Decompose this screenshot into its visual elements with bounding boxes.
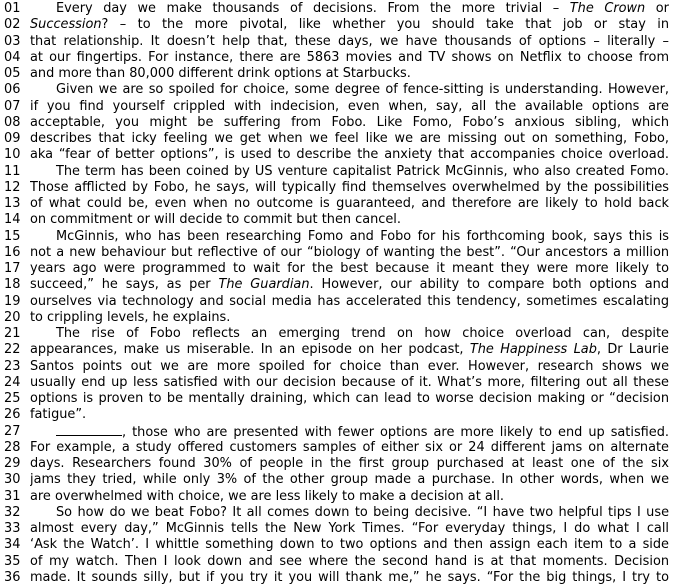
line-text — [30, 229, 669, 245]
text-line — [0, 375, 676, 391]
text-line — [0, 17, 676, 33]
text-line — [0, 521, 676, 537]
line-number: 21 — [4, 326, 21, 341]
italic-title: Succession — [30, 17, 102, 33]
text-line — [0, 570, 676, 586]
text-run: days. Researchers found 30% of people in the first group purchased at least one of the six — [30, 456, 669, 471]
line-text — [30, 82, 669, 98]
text-line — [0, 440, 676, 456]
line-text — [30, 391, 669, 407]
text-run: Given we are so spoiled for choice, some degree of fence-sitting is understanding. However, — [56, 82, 669, 98]
text-line — [0, 196, 676, 212]
text-run: ‘Ask the Watch’. I whittle something down to two options and then assign each item to a side — [30, 537, 669, 553]
text-line — [0, 456, 676, 472]
text-run: that relationship. It doesn’t help that, these days, we have thousands of options – literally – — [30, 33, 669, 49]
text-line — [0, 115, 676, 131]
text-run: So how do we beat Fobo? It all comes down to being decisive. “I have two helpful tips I use — [56, 504, 669, 520]
line-text — [30, 115, 669, 131]
line-text — [30, 472, 669, 488]
line-text — [30, 66, 669, 82]
text-run: usually end up less satisfied with our decision because of it. What’s more, filtering out all these — [30, 374, 669, 390]
fill-in-blank[interactable] — [56, 424, 122, 436]
text-line — [0, 277, 676, 293]
line-number: 07 — [4, 98, 21, 114]
text-run: McGinnis, who has been researching Fomo and Fobo for his forthcoming book, says this is — [56, 228, 669, 244]
text-line — [0, 505, 676, 521]
text-run: Every day we make thousands of decisions. From the more trivial – — [56, 1, 570, 16]
text-line — [0, 147, 676, 163]
line-text — [30, 180, 669, 196]
line-number: 25 — [4, 391, 21, 406]
text-run: made. It sounds silly, but if you try it you will thank me,” he says. “For the big things, I try to — [30, 569, 669, 585]
line-number: 28 — [4, 439, 21, 455]
text-run: aka “fear of better options”, is used to describe the anxiety that accompanies choice overload. — [30, 147, 669, 163]
line-text — [30, 440, 669, 456]
text-line — [0, 326, 676, 342]
line-text — [30, 34, 669, 50]
line-text — [30, 521, 669, 537]
text-run: ? – to the more pivotal, like whether you should take that job or stay in — [101, 17, 669, 33]
line-number: 08 — [4, 114, 21, 130]
text-line — [0, 489, 676, 505]
text-line — [0, 82, 676, 98]
text-run: or — [645, 1, 669, 16]
line-number: 19 — [4, 293, 21, 309]
text-run: appearances, make us miserable. In an episode on her podcast, — [30, 342, 470, 358]
text-line — [0, 554, 676, 570]
text-run: and more than 80,000 different drink options at Starbucks. — [30, 66, 411, 81]
line-number: 02 — [4, 17, 21, 33]
text-run: to crippling levels, he explains. — [30, 309, 231, 325]
text-line — [0, 180, 676, 196]
line-text — [30, 17, 669, 33]
text-run: ourselves via technology and social media has accelerated this tendency, sometimes escalating — [30, 293, 669, 309]
italic-title: The Happiness Lab — [469, 342, 597, 358]
line-text — [30, 245, 669, 261]
line-number: 26 — [4, 407, 21, 423]
text-run: almost every day,” McGinnis tells the New York Times. “For everyday things, I do what I call — [30, 521, 669, 536]
line-number: 18 — [4, 277, 21, 293]
line-text — [30, 554, 669, 570]
line-text — [30, 375, 669, 391]
text-line — [0, 391, 676, 407]
text-run: Those afflicted by Fobo, he says, will typically find themselves overwhelmed by the possibilities — [30, 179, 669, 195]
line-text — [30, 294, 669, 310]
text-run: acceptable, you might be suffering from Fobo. Like Fomo, Fobo’s anxious sibling, which — [30, 114, 669, 130]
line-text — [30, 1, 669, 17]
text-line — [0, 99, 676, 115]
line-number: 20 — [4, 309, 21, 325]
text-line — [0, 34, 676, 50]
line-text — [30, 277, 669, 293]
text-line — [0, 66, 676, 82]
line-number: 27 — [4, 423, 21, 439]
line-text — [30, 424, 669, 440]
line-text — [30, 407, 669, 423]
text-line — [0, 472, 676, 488]
text-run: not a new behaviour but reflective of our “biology of wanting the best”. “Our ancestors a million — [30, 244, 669, 260]
text-run: at our fingertips. For instance, there are 5863 movies and TV shows on Netflix to choose from — [30, 49, 669, 65]
text-run: are overwhelmed with choice, we are less likely to make a decision at all. — [30, 488, 505, 504]
line-text — [30, 196, 669, 212]
text-run: jams they tried, while only 3% of the other group made a purchase. In other words, when we — [30, 472, 669, 488]
italic-title: The Guardian — [218, 277, 310, 293]
text-run: Santos points out we are more spoiled for choice than ever. However, research shows we — [30, 358, 669, 374]
line-text — [30, 99, 669, 115]
line-text — [30, 131, 669, 147]
text-run: options is proven to be mentally draining, which can lead to worse decision making or “decision — [30, 391, 669, 406]
text-run: The rise of Fobo reflects an emerging trend on how choice overload can, despite — [56, 326, 669, 341]
line-number: 35 — [4, 553, 21, 569]
line-number: 36 — [4, 569, 21, 585]
line-number: 09 — [4, 131, 21, 146]
text-line — [0, 229, 676, 245]
line-text — [30, 342, 669, 358]
text-run: , those who are presented with fewer options are more likely to end up satisfied. — [122, 424, 669, 440]
text-line — [0, 1, 676, 17]
text-line — [0, 424, 676, 440]
text-run: describes that icky feeling we get when we feel like we are missing out on something, Fobo, — [30, 131, 669, 146]
text-line — [0, 342, 676, 358]
line-text — [30, 310, 669, 326]
line-number: 04 — [4, 49, 21, 65]
line-number: 03 — [4, 33, 21, 49]
text-line — [0, 294, 676, 310]
line-text — [30, 537, 669, 553]
text-line — [0, 212, 676, 228]
text-line — [0, 310, 676, 326]
line-number: 15 — [4, 228, 21, 244]
text-line — [0, 164, 676, 180]
line-number: 24 — [4, 374, 21, 390]
italic-title: The Crown — [569, 1, 646, 16]
text-line — [0, 359, 676, 375]
line-number: 10 — [4, 147, 21, 163]
line-text — [30, 147, 669, 163]
line-number: 01 — [4, 1, 21, 16]
line-text — [30, 456, 669, 472]
line-text — [30, 261, 669, 277]
line-number: 29 — [4, 456, 21, 471]
line-number: 34 — [4, 537, 21, 553]
line-text — [30, 212, 669, 228]
line-number: 14 — [4, 212, 21, 228]
line-text — [30, 326, 669, 342]
text-line — [0, 261, 676, 277]
line-text — [30, 505, 669, 521]
line-text — [30, 570, 669, 586]
line-number: 17 — [4, 261, 21, 276]
text-run: if you find yourself crippled with indecision, even when, say, all the available options are — [30, 98, 669, 114]
line-number: 33 — [4, 521, 21, 536]
line-number: 30 — [4, 472, 21, 488]
line-number: 12 — [4, 179, 21, 195]
text-line — [0, 537, 676, 553]
text-run: on commitment or will decide to commit but then cancel. — [30, 212, 401, 228]
line-number: 23 — [4, 358, 21, 374]
text-line — [0, 407, 676, 423]
line-number: 31 — [4, 488, 21, 504]
line-number: 11 — [4, 163, 21, 179]
line-text — [30, 359, 669, 375]
text-run: of my watch. Then I look down and see where the second hand is at that moments. Decision — [30, 553, 669, 569]
line-text — [30, 50, 669, 66]
line-number: 32 — [4, 504, 21, 520]
line-number: 16 — [4, 244, 21, 260]
text-run: , Dr Laurie — [596, 342, 669, 358]
line-number: 05 — [4, 66, 21, 81]
text-line — [0, 50, 676, 66]
text-run: The term has been coined by US venture capitalist Patrick McGinnis, who also created Fomo. — [56, 163, 669, 179]
line-number: 22 — [4, 342, 21, 358]
text-run: years ago were programmed to wait for the best because it meant they were more likely to — [30, 261, 669, 276]
line-number: 13 — [4, 196, 21, 211]
text-run: of what could be, even when no outcome is guaranteed, and therefore are likely to hold back — [30, 196, 669, 211]
text-line — [0, 131, 676, 147]
text-line — [0, 245, 676, 261]
text-run: . However, our ability to compare both options and — [309, 277, 669, 293]
line-text — [30, 489, 669, 505]
text-run: succeed,” he says, as per — [30, 277, 219, 293]
line-text — [30, 164, 669, 180]
text-run: For example, a study offered customers samples of either six or 24 different jams on alternate — [30, 439, 669, 455]
text-run: fatigue”. — [30, 407, 87, 423]
line-number: 06 — [4, 82, 21, 98]
